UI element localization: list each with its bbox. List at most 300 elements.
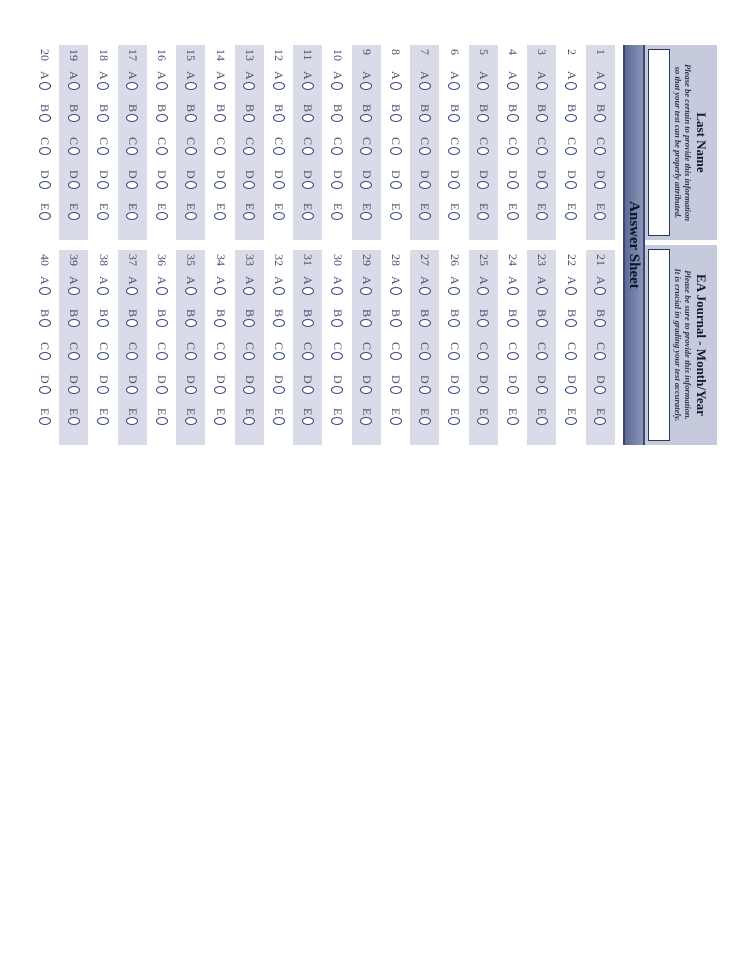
answer-option[interactable]: [359, 342, 374, 375]
answer-bubble[interactable]: [214, 287, 226, 295]
answer-bubble[interactable]: [565, 181, 577, 189]
answer-bubble[interactable]: [39, 287, 51, 295]
answer-bubble[interactable]: [565, 352, 577, 360]
answer-bubble[interactable]: [448, 212, 460, 220]
answer-option[interactable]: [476, 137, 491, 170]
answer-option[interactable]: [564, 408, 579, 441]
answer-option[interactable]: [476, 104, 491, 137]
answer-bubble[interactable]: [419, 82, 431, 90]
answer-option[interactable]: [417, 71, 432, 104]
answer-option[interactable]: [300, 137, 315, 170]
answer-bubble[interactable]: [97, 114, 109, 122]
answer-bubble[interactable]: [594, 212, 606, 220]
answer-bubble[interactable]: [156, 287, 168, 295]
answer-option[interactable]: [593, 408, 608, 441]
answer-option[interactable]: [37, 309, 52, 342]
answer-bubble[interactable]: [97, 417, 109, 425]
answer-option[interactable]: [564, 170, 579, 203]
answer-option[interactable]: [330, 408, 345, 441]
answer-bubble[interactable]: [594, 386, 606, 394]
answer-bubble[interactable]: [273, 147, 285, 155]
answer-option[interactable]: [447, 342, 462, 375]
answer-option[interactable]: [271, 375, 286, 408]
answer-option[interactable]: [534, 71, 549, 104]
answer-bubble[interactable]: [360, 386, 372, 394]
answer-option[interactable]: [125, 276, 140, 309]
answer-option[interactable]: [37, 104, 52, 137]
answer-bubble[interactable]: [477, 82, 489, 90]
answer-bubble[interactable]: [273, 319, 285, 327]
answer-option[interactable]: [213, 104, 228, 137]
answer-bubble[interactable]: [68, 212, 80, 220]
answer-option[interactable]: [213, 309, 228, 342]
answer-bubble[interactable]: [507, 212, 519, 220]
answer-bubble[interactable]: [419, 147, 431, 155]
answer-option[interactable]: [505, 408, 520, 441]
answer-option[interactable]: [271, 309, 286, 342]
answer-bubble[interactable]: [390, 319, 402, 327]
answer-option[interactable]: [242, 137, 257, 170]
answer-bubble[interactable]: [243, 212, 255, 220]
answer-bubble[interactable]: [126, 82, 138, 90]
answer-option[interactable]: [213, 137, 228, 170]
answer-option[interactable]: [505, 203, 520, 236]
answer-option[interactable]: [330, 342, 345, 375]
answer-bubble[interactable]: [360, 82, 372, 90]
answer-bubble[interactable]: [536, 319, 548, 327]
answer-option[interactable]: [271, 137, 286, 170]
answer-bubble[interactable]: [419, 287, 431, 295]
answer-option[interactable]: [476, 71, 491, 104]
answer-option[interactable]: [183, 309, 198, 342]
answer-option[interactable]: [37, 276, 52, 309]
answer-bubble[interactable]: [390, 82, 402, 90]
answer-bubble[interactable]: [214, 212, 226, 220]
answer-option[interactable]: [125, 104, 140, 137]
answer-bubble[interactable]: [536, 386, 548, 394]
answer-bubble[interactable]: [360, 147, 372, 155]
answer-bubble[interactable]: [185, 319, 197, 327]
answer-bubble[interactable]: [594, 82, 606, 90]
answer-option[interactable]: [66, 170, 81, 203]
answer-option[interactable]: [125, 203, 140, 236]
answer-option[interactable]: [242, 276, 257, 309]
answer-bubble[interactable]: [302, 417, 314, 425]
answer-bubble[interactable]: [331, 147, 343, 155]
answer-option[interactable]: [593, 71, 608, 104]
answer-option[interactable]: [183, 170, 198, 203]
answer-bubble[interactable]: [507, 181, 519, 189]
answer-option[interactable]: [271, 408, 286, 441]
answer-bubble[interactable]: [214, 82, 226, 90]
answer-option[interactable]: [417, 170, 432, 203]
answer-option[interactable]: [213, 71, 228, 104]
answer-option[interactable]: [534, 203, 549, 236]
answer-bubble[interactable]: [594, 319, 606, 327]
answer-bubble[interactable]: [302, 352, 314, 360]
answer-bubble[interactable]: [360, 417, 372, 425]
answer-bubble[interactable]: [273, 82, 285, 90]
answer-option[interactable]: [505, 104, 520, 137]
answer-bubble[interactable]: [273, 352, 285, 360]
answer-bubble[interactable]: [243, 417, 255, 425]
answer-bubble[interactable]: [68, 181, 80, 189]
answer-bubble[interactable]: [214, 319, 226, 327]
answer-bubble[interactable]: [68, 319, 80, 327]
answer-option[interactable]: [300, 408, 315, 441]
answer-bubble[interactable]: [360, 352, 372, 360]
answer-option[interactable]: [66, 309, 81, 342]
answer-option[interactable]: [66, 137, 81, 170]
answer-option[interactable]: [388, 170, 403, 203]
answer-bubble[interactable]: [39, 319, 51, 327]
answer-bubble[interactable]: [185, 212, 197, 220]
answer-option[interactable]: [125, 408, 140, 441]
answer-bubble[interactable]: [565, 287, 577, 295]
answer-bubble[interactable]: [507, 147, 519, 155]
answer-bubble[interactable]: [39, 114, 51, 122]
answer-bubble[interactable]: [126, 287, 138, 295]
answer-option[interactable]: [37, 375, 52, 408]
answer-bubble[interactable]: [419, 386, 431, 394]
answer-bubble[interactable]: [594, 181, 606, 189]
answer-bubble[interactable]: [126, 319, 138, 327]
answer-option[interactable]: [505, 137, 520, 170]
answer-bubble[interactable]: [214, 386, 226, 394]
answer-option[interactable]: [476, 342, 491, 375]
answer-option[interactable]: [447, 137, 462, 170]
answer-option[interactable]: [213, 342, 228, 375]
answer-option[interactable]: [37, 71, 52, 104]
answer-bubble[interactable]: [331, 386, 343, 394]
answer-bubble[interactable]: [448, 417, 460, 425]
answer-option[interactable]: [37, 203, 52, 236]
answer-option[interactable]: [300, 104, 315, 137]
answer-bubble[interactable]: [156, 212, 168, 220]
answer-option[interactable]: [242, 342, 257, 375]
answer-option[interactable]: [154, 104, 169, 137]
answer-bubble[interactable]: [507, 82, 519, 90]
answer-bubble[interactable]: [156, 181, 168, 189]
answer-option[interactable]: [359, 104, 374, 137]
answer-option[interactable]: [476, 276, 491, 309]
answer-option[interactable]: [388, 309, 403, 342]
answer-bubble[interactable]: [536, 147, 548, 155]
answer-option[interactable]: [96, 276, 111, 309]
answer-bubble[interactable]: [156, 82, 168, 90]
answer-option[interactable]: [125, 375, 140, 408]
answer-bubble[interactable]: [126, 386, 138, 394]
answer-option[interactable]: [183, 408, 198, 441]
answer-bubble[interactable]: [185, 386, 197, 394]
answer-option[interactable]: [564, 137, 579, 170]
answer-option[interactable]: [242, 309, 257, 342]
answer-bubble[interactable]: [536, 287, 548, 295]
answer-bubble[interactable]: [331, 417, 343, 425]
answer-bubble[interactable]: [477, 352, 489, 360]
answer-bubble[interactable]: [97, 181, 109, 189]
answer-bubble[interactable]: [68, 352, 80, 360]
answer-bubble[interactable]: [156, 319, 168, 327]
answer-bubble[interactable]: [302, 212, 314, 220]
answer-bubble[interactable]: [565, 114, 577, 122]
answer-option[interactable]: [505, 71, 520, 104]
answer-bubble[interactable]: [68, 147, 80, 155]
answer-bubble[interactable]: [126, 114, 138, 122]
answer-option[interactable]: [417, 276, 432, 309]
answer-option[interactable]: [564, 71, 579, 104]
answer-option[interactable]: [242, 408, 257, 441]
answer-option[interactable]: [593, 104, 608, 137]
answer-bubble[interactable]: [565, 386, 577, 394]
answer-option[interactable]: [417, 104, 432, 137]
answer-option[interactable]: [534, 342, 549, 375]
answer-option[interactable]: [154, 170, 169, 203]
answer-option[interactable]: [593, 137, 608, 170]
answer-bubble[interactable]: [126, 212, 138, 220]
answer-option[interactable]: [359, 137, 374, 170]
answer-bubble[interactable]: [477, 386, 489, 394]
answer-option[interactable]: [183, 104, 198, 137]
answer-bubble[interactable]: [214, 181, 226, 189]
answer-bubble[interactable]: [360, 212, 372, 220]
answer-option[interactable]: [564, 203, 579, 236]
answer-bubble[interactable]: [68, 417, 80, 425]
answer-bubble[interactable]: [565, 319, 577, 327]
answer-option[interactable]: [564, 309, 579, 342]
answer-option[interactable]: [476, 170, 491, 203]
answer-bubble[interactable]: [331, 287, 343, 295]
answer-option[interactable]: [125, 71, 140, 104]
answer-option[interactable]: [447, 71, 462, 104]
answer-bubble[interactable]: [97, 82, 109, 90]
answer-option[interactable]: [593, 203, 608, 236]
answer-bubble[interactable]: [243, 319, 255, 327]
answer-bubble[interactable]: [68, 114, 80, 122]
answer-option[interactable]: [330, 170, 345, 203]
answer-bubble[interactable]: [331, 352, 343, 360]
answer-option[interactable]: [593, 309, 608, 342]
answer-option[interactable]: [359, 375, 374, 408]
answer-option[interactable]: [271, 342, 286, 375]
answer-bubble[interactable]: [448, 287, 460, 295]
answer-option[interactable]: [388, 71, 403, 104]
answer-bubble[interactable]: [448, 386, 460, 394]
answer-bubble[interactable]: [331, 319, 343, 327]
answer-bubble[interactable]: [594, 417, 606, 425]
answer-bubble[interactable]: [390, 212, 402, 220]
answer-option[interactable]: [271, 104, 286, 137]
answer-option[interactable]: [505, 309, 520, 342]
answer-bubble[interactable]: [243, 82, 255, 90]
answer-bubble[interactable]: [302, 319, 314, 327]
answer-bubble[interactable]: [360, 319, 372, 327]
answer-option[interactable]: [300, 342, 315, 375]
answer-option[interactable]: [300, 203, 315, 236]
answer-option[interactable]: [447, 309, 462, 342]
answer-bubble[interactable]: [448, 352, 460, 360]
answer-option[interactable]: [359, 276, 374, 309]
answer-option[interactable]: [183, 203, 198, 236]
answer-option[interactable]: [447, 276, 462, 309]
answer-bubble[interactable]: [360, 114, 372, 122]
answer-option[interactable]: [154, 203, 169, 236]
answer-bubble[interactable]: [477, 114, 489, 122]
answer-option[interactable]: [330, 309, 345, 342]
answer-bubble[interactable]: [126, 417, 138, 425]
answer-bubble[interactable]: [507, 319, 519, 327]
answer-bubble[interactable]: [243, 386, 255, 394]
answer-option[interactable]: [388, 342, 403, 375]
answer-option[interactable]: [505, 170, 520, 203]
answer-option[interactable]: [330, 203, 345, 236]
answer-bubble[interactable]: [536, 212, 548, 220]
answer-option[interactable]: [476, 375, 491, 408]
answer-bubble[interactable]: [448, 319, 460, 327]
answer-bubble[interactable]: [156, 114, 168, 122]
answer-option[interactable]: [330, 375, 345, 408]
answer-bubble[interactable]: [39, 417, 51, 425]
answer-bubble[interactable]: [243, 287, 255, 295]
answer-option[interactable]: [534, 137, 549, 170]
answer-option[interactable]: [125, 137, 140, 170]
answer-bubble[interactable]: [594, 352, 606, 360]
answer-bubble[interactable]: [97, 386, 109, 394]
answer-option[interactable]: [96, 203, 111, 236]
answer-bubble[interactable]: [390, 181, 402, 189]
answer-option[interactable]: [183, 342, 198, 375]
answer-option[interactable]: [476, 309, 491, 342]
answer-option[interactable]: [388, 375, 403, 408]
answer-bubble[interactable]: [302, 147, 314, 155]
answer-option[interactable]: [183, 137, 198, 170]
answer-option[interactable]: [330, 71, 345, 104]
answer-option[interactable]: [300, 309, 315, 342]
answer-option[interactable]: [300, 170, 315, 203]
answer-option[interactable]: [534, 276, 549, 309]
answer-bubble[interactable]: [448, 114, 460, 122]
answer-bubble[interactable]: [594, 114, 606, 122]
answer-option[interactable]: [242, 71, 257, 104]
answer-bubble[interactable]: [273, 417, 285, 425]
answer-option[interactable]: [183, 276, 198, 309]
answer-bubble[interactable]: [507, 386, 519, 394]
answer-option[interactable]: [330, 276, 345, 309]
answer-option[interactable]: [242, 375, 257, 408]
answer-option[interactable]: [96, 104, 111, 137]
answer-option[interactable]: [213, 375, 228, 408]
answer-bubble[interactable]: [273, 287, 285, 295]
answer-option[interactable]: [534, 309, 549, 342]
answer-bubble[interactable]: [419, 352, 431, 360]
answer-option[interactable]: [66, 104, 81, 137]
answer-bubble[interactable]: [39, 386, 51, 394]
answer-bubble[interactable]: [477, 147, 489, 155]
answer-option[interactable]: [534, 375, 549, 408]
answer-bubble[interactable]: [97, 212, 109, 220]
answer-option[interactable]: [242, 104, 257, 137]
answer-bubble[interactable]: [214, 114, 226, 122]
answer-bubble[interactable]: [419, 319, 431, 327]
answer-option[interactable]: [505, 276, 520, 309]
answer-option[interactable]: [154, 71, 169, 104]
answer-bubble[interactable]: [39, 212, 51, 220]
last-name-input-box[interactable]: [648, 49, 670, 236]
answer-bubble[interactable]: [419, 114, 431, 122]
answer-option[interactable]: [447, 408, 462, 441]
answer-option[interactable]: [564, 104, 579, 137]
answer-option[interactable]: [476, 203, 491, 236]
answer-option[interactable]: [505, 375, 520, 408]
answer-bubble[interactable]: [185, 287, 197, 295]
answer-option[interactable]: [447, 375, 462, 408]
answer-option[interactable]: [154, 276, 169, 309]
answer-bubble[interactable]: [97, 319, 109, 327]
answer-option[interactable]: [66, 71, 81, 104]
answer-bubble[interactable]: [39, 82, 51, 90]
answer-option[interactable]: [593, 276, 608, 309]
answer-bubble[interactable]: [156, 417, 168, 425]
answer-option[interactable]: [271, 170, 286, 203]
answer-bubble[interactable]: [68, 386, 80, 394]
answer-option[interactable]: [213, 276, 228, 309]
answer-bubble[interactable]: [390, 287, 402, 295]
answer-bubble[interactable]: [97, 147, 109, 155]
answer-option[interactable]: [417, 375, 432, 408]
answer-bubble[interactable]: [39, 147, 51, 155]
answer-option[interactable]: [154, 342, 169, 375]
answer-option[interactable]: [154, 309, 169, 342]
answer-option[interactable]: [154, 137, 169, 170]
answer-option[interactable]: [213, 170, 228, 203]
answer-bubble[interactable]: [39, 181, 51, 189]
answer-bubble[interactable]: [214, 147, 226, 155]
answer-bubble[interactable]: [507, 287, 519, 295]
answer-option[interactable]: [417, 137, 432, 170]
answer-bubble[interactable]: [302, 181, 314, 189]
answer-bubble[interactable]: [507, 114, 519, 122]
answer-bubble[interactable]: [302, 114, 314, 122]
answer-option[interactable]: [183, 375, 198, 408]
answer-bubble[interactable]: [302, 386, 314, 394]
answer-bubble[interactable]: [594, 147, 606, 155]
answer-bubble[interactable]: [214, 352, 226, 360]
answer-bubble[interactable]: [331, 181, 343, 189]
answer-option[interactable]: [242, 203, 257, 236]
answer-option[interactable]: [300, 375, 315, 408]
answer-option[interactable]: [359, 309, 374, 342]
answer-bubble[interactable]: [68, 82, 80, 90]
answer-option[interactable]: [96, 170, 111, 203]
answer-bubble[interactable]: [448, 147, 460, 155]
answer-bubble[interactable]: [390, 386, 402, 394]
answer-option[interactable]: [417, 309, 432, 342]
answer-option[interactable]: [534, 408, 549, 441]
answer-option[interactable]: [564, 276, 579, 309]
answer-option[interactable]: [300, 276, 315, 309]
answer-option[interactable]: [388, 104, 403, 137]
answer-option[interactable]: [96, 71, 111, 104]
answer-bubble[interactable]: [565, 147, 577, 155]
answer-option[interactable]: [125, 342, 140, 375]
answer-option[interactable]: [213, 408, 228, 441]
answer-option[interactable]: [388, 137, 403, 170]
answer-bubble[interactable]: [273, 212, 285, 220]
answer-option[interactable]: [37, 342, 52, 375]
answer-bubble[interactable]: [390, 114, 402, 122]
answer-bubble[interactable]: [448, 82, 460, 90]
answer-bubble[interactable]: [97, 352, 109, 360]
